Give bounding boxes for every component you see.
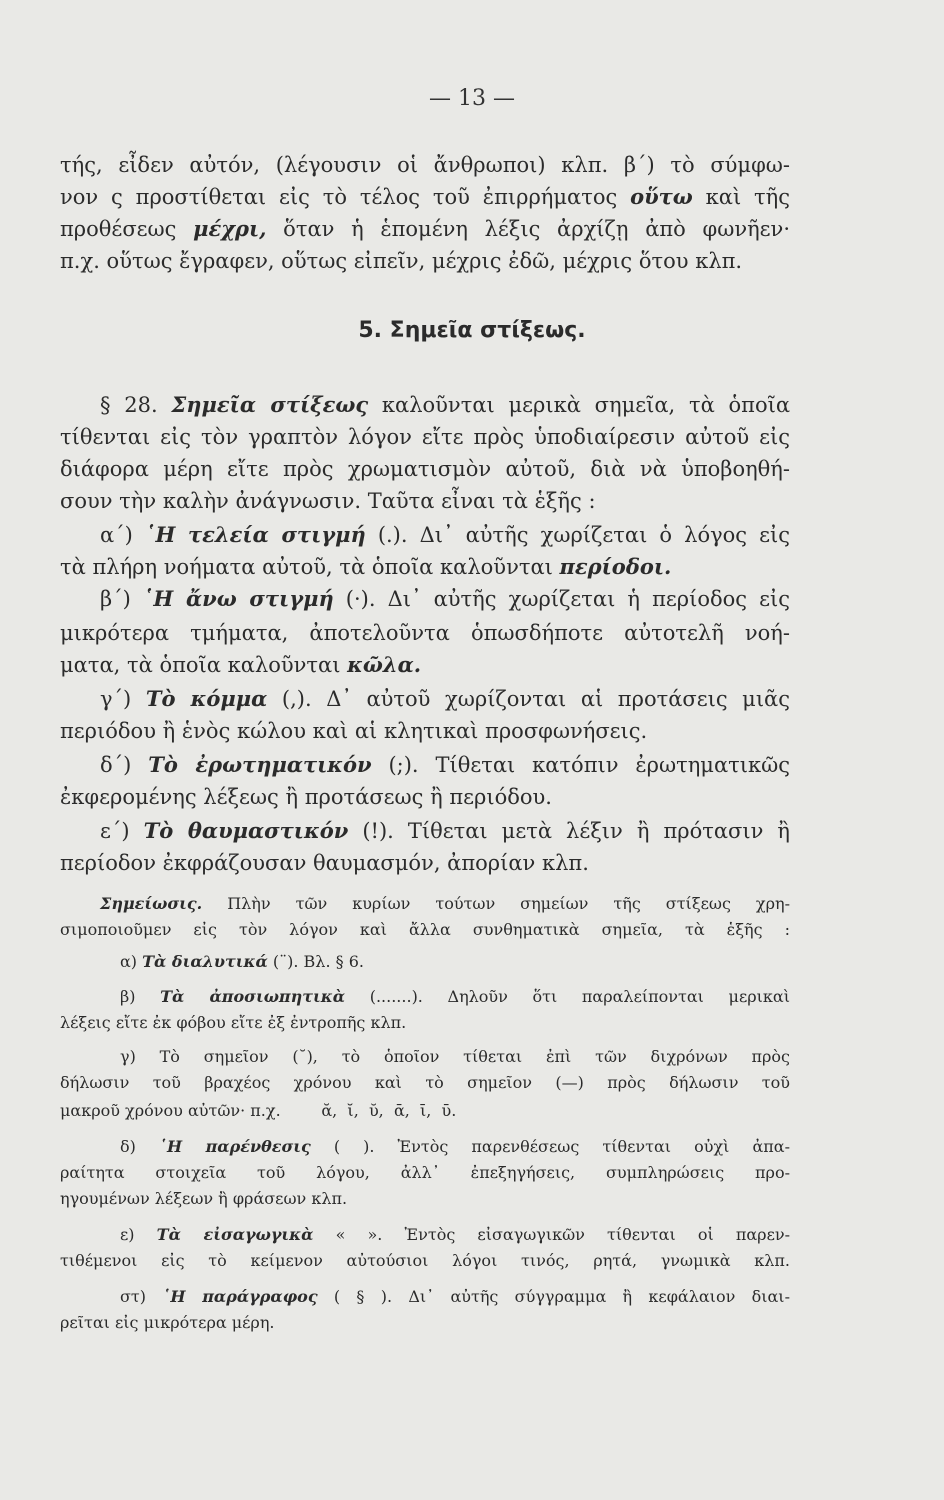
- text-run: § 28.: [100, 393, 172, 417]
- emphasis: ῾Η ἄνω στιγμή: [142, 586, 334, 611]
- text-run: (¨). Βλ. § 6.: [267, 952, 364, 971]
- emphasis: ῾Η παράγραφος: [162, 1287, 318, 1306]
- text-run: νον ς προστίθεται εἰς τὸ τέλος τοῦ ἐπιρρήματος: [60, 185, 631, 209]
- item-c-line-1: [100, 684, 790, 714]
- page-number: — 13 —: [429, 86, 515, 111]
- emphasis: ῾Η παρένθεσις: [158, 1137, 311, 1156]
- text-run: « ». Ἐντὸς εἰσαγωγικῶν τίθενται οἱ παρεν-: [313, 1225, 791, 1244]
- text-run: τὰ πλήρη νοήματα αὐτοῦ, τὰ ὁποῖα καλοῦνται: [60, 555, 560, 579]
- note-a-line: [120, 950, 790, 974]
- note-c-line-1: γ) Τὸ σημεῖον (˘), τὸ ὁποῖον τίθεται ἐπὶ τῶν διχρόνων πρὸς: [120, 1047, 790, 1066]
- note-d-line-1: [120, 1135, 790, 1159]
- text-run: β΄): [100, 587, 143, 611]
- item-d-line-1: [100, 750, 790, 780]
- note-line-2: σιμοποιοῦμεν εἰς τὸν λόγον καὶ ἄλλα συνθηματικὰ σημεῖα, τὰ ἑξῆς :: [60, 920, 790, 939]
- section28-line-4: σουν τὴν καλὴν ἀνάγνωσιν. Ταῦτα εἶναι τὰ ἑξῆς :: [60, 489, 596, 513]
- intro-line-1: τής, εἶδεν αὐτόν, (λέγουσιν οἱ ἄνθρωποι) κλπ. β΄) τὸ σύμφω-: [60, 153, 790, 177]
- emphasis: κῶλα.: [347, 652, 422, 677]
- item-c-line-2: περιόδου ἢ ἑνὸς κώλου καὶ αἱ κλητικαὶ προσφωνήσεις.: [60, 719, 648, 743]
- emphasis: ῾Η τελεία στιγμή: [144, 522, 366, 547]
- note-f-line-2: ρεῖται εἰς μικρότερα μέρη.: [60, 1313, 275, 1332]
- item-a-line-1: [100, 520, 790, 550]
- intro-line-2: [60, 182, 790, 212]
- text-run: γ΄): [100, 687, 146, 711]
- note-d-line-3: ηγουμένων λέξεων ἢ φράσεων κλπ.: [60, 1189, 348, 1208]
- emphasis: Τὸ θαυμαστικόν: [143, 818, 349, 843]
- note-b-line-2: λέξεις εἴτε ἐκ φόβου εἴτε ἐξ ἐντροπῆς κλπ.: [60, 1013, 407, 1032]
- emphasis: Τὰ διαλυτικά: [142, 952, 268, 971]
- text-run: προθέσεως: [60, 217, 194, 241]
- item-a-line-2: [60, 552, 790, 582]
- text-run: ε΄): [100, 819, 144, 843]
- text-run: καλοῦνται μερικὰ σημεῖα, τὰ ὁποῖα: [368, 393, 791, 417]
- note-c-line-3: μακροῦ χρόνου αὐτῶν· π.χ. ᾰ, ῐ, ῠ, ᾱ, ῑ, ῡ.: [60, 1101, 457, 1120]
- note-e-line-2: τιθέμενοι εἰς τὸ κείμενον αὐτούσιοι λόγοι τινός, ρητά, γνωμικὰ κλπ.: [60, 1251, 790, 1270]
- text-run: ( § ). Δι᾿ αὐτῆς σύγγραμμα ἢ κεφάλαιον διαι-: [317, 1287, 790, 1306]
- emphasis: Τὸ ἐρωτηματικόν: [148, 752, 372, 777]
- note-b-line-1: [120, 985, 790, 1009]
- text-run: β): [120, 987, 161, 1006]
- text-run: Πλὴν τῶν κυρίων τούτων σημείων τῆς στίξεως χρη-: [202, 894, 790, 913]
- text-run: (.......). Δηλοῦν ὅτι παραλείπονται μερικαὶ: [345, 987, 791, 1006]
- intro-line-3: [60, 214, 790, 244]
- text-run: (;). Τίθεται κατόπιν ἐρωτηματικῶς: [371, 753, 790, 777]
- note-line-1: [100, 892, 790, 916]
- item-e-line-1: [100, 816, 790, 846]
- emphasis: Σημεῖα στίξεως: [171, 392, 369, 417]
- emphasis: περίοδοι.: [559, 554, 672, 579]
- section28-line-2: τίθενται εἰς τὸν γραπτὸν λόγον εἴτε πρὸς ὑποδιαίρεσιν αὐτοῦ εἰς: [60, 425, 790, 449]
- note-c-line-2: δήλωσιν τοῦ βραχέος χρόνου καὶ τὸ σημεῖον (—) πρὸς δήλωσιν τοῦ: [60, 1073, 790, 1092]
- text-run: α): [120, 952, 143, 971]
- text-run: α΄): [100, 523, 145, 547]
- text-run: (·). Δι᾿ αὐτῆς χωρίζεται ἡ περίοδος εἰς: [333, 587, 790, 611]
- text-run: ε): [120, 1225, 157, 1244]
- text-run: δ): [120, 1137, 159, 1156]
- emphasis: οὕτω: [630, 184, 693, 209]
- section28-line-1: [100, 390, 790, 420]
- text-run: ὅταν ἡ ἑπομένη λέξις ἀρχίζῃ ἀπὸ φωνῆεν·: [266, 217, 790, 241]
- item-b-line-2: μικρότερα τμήματα, ἀποτελοῦντα ὁπωσδήποτε αὐτοτελῆ νοή-: [60, 621, 790, 645]
- text-run: (!). Τίθεται μετὰ λέξιν ἢ πρότασιν ἢ: [348, 819, 790, 843]
- item-b-line-1: [100, 584, 790, 614]
- section-heading: 5. Σημεῖα στίξεως.: [358, 318, 586, 343]
- emphasis: Τὸ κόμμα: [145, 686, 268, 711]
- emphasis: Σημείωσις.: [100, 894, 203, 913]
- text-run: καὶ τῆς: [692, 185, 790, 209]
- emphasis: Τὰ εἰσαγωγικὰ: [156, 1225, 314, 1244]
- intro-line-4: π.χ. οὕτως ἔγραφεν, οὕτως εἰπεῖν, μέχρις ἐδῶ, μέχρις ὅτου κλπ.: [60, 249, 743, 273]
- text-run: ματα, τὰ ὁποῖα καλοῦνται: [60, 653, 348, 677]
- text-run: (.). Δι᾿ αὐτῆς χωρίζεται ὁ λόγος εἰς: [365, 523, 790, 547]
- text-run: στ): [120, 1287, 163, 1306]
- note-f-line-1: [120, 1285, 790, 1309]
- item-b-line-3: [60, 650, 790, 680]
- note-e-line-1: [120, 1223, 790, 1247]
- note-d-line-2: ραίτητα στοιχεῖα τοῦ λόγου, ἀλλ᾿ ἐπεξηγήσεις, συμπληρώσεις προ-: [60, 1163, 790, 1182]
- text-run: (,). Δ᾿ αὐτοῦ χωρίζονται αἱ προτάσεις μιᾶς: [267, 687, 791, 711]
- section28-line-3: διάφορα μέρη εἴτε πρὸς χρωματισμὸν αὐτοῦ, διὰ νὰ ὑποβοηθή-: [60, 457, 790, 481]
- item-d-line-2: ἐκφερομένης λέξεως ἢ προτάσεως ἢ περιόδου.: [60, 785, 552, 809]
- emphasis: Τὰ ἀποσιωπητικὰ: [160, 987, 346, 1006]
- text-run: δ΄): [100, 753, 149, 777]
- text-run: ( ). Ἐντὸς παρενθέσεως τίθενται οὐχὶ ἀπα-: [310, 1137, 791, 1156]
- item-e-line-2: περίοδον ἐκφράζουσαν θαυμασμόν, ἀπορίαν κλπ.: [60, 851, 589, 875]
- emphasis: μέχρι,: [193, 216, 267, 241]
